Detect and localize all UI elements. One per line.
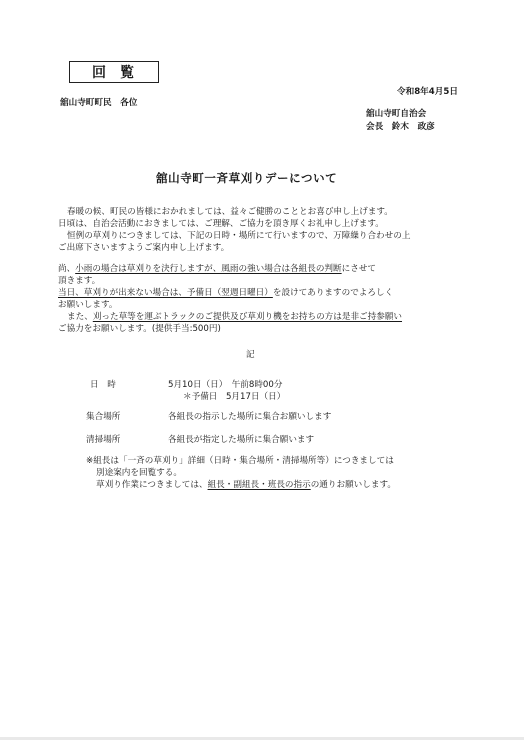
rain-note [58, 263, 376, 275]
document-title: 舘山寺町一斉草刈りデーについて [156, 171, 338, 185]
truck-note-underlined: 刈った草等を運ぶトラックのご提供及び草刈り機をお持ちの方は是非ご持参願い [92, 312, 403, 322]
postpone-note-line-2: お願いします。 [58, 300, 118, 310]
sender-name: 会長 鈴木 政彦 [366, 122, 435, 132]
meeting-place-label: 集合場所 [86, 412, 121, 422]
intro-line-4: ご出席下さいますようご案内申し上げます。 [58, 243, 230, 253]
remark-line-3-prefix: 草刈り作業につきましては、 [96, 480, 208, 490]
truck-note-line-2: ご協力をお願いします。(提供手当:500円) [58, 324, 221, 334]
postpone-note-underlined: 当日、草刈りが出来ない場合は、予備日（翌週日曜日） [58, 288, 273, 298]
postpone-note [58, 287, 393, 299]
rain-note-underlined: 小雨の場合は草刈りを決行しますが、風雨の強い場合は各組長の判断 [75, 264, 342, 274]
rain-note-suffix: にさせて [341, 264, 377, 274]
postpone-note-suffix: を設けてありますのでよろしく [272, 288, 394, 298]
rain-note-line-2: 頂きます。 [58, 276, 101, 286]
rain-note-prefix: 尚、 [58, 264, 76, 274]
cleaning-place-label: 清掃場所 [86, 435, 121, 445]
remark-line-3 [96, 479, 396, 491]
truck-note-prefix: また、 [67, 312, 93, 322]
remark-line-1: ※組長は「一斉の草刈り」詳細（日時・集合場所・清掃場所等）につきましては [86, 456, 394, 466]
truck-note [67, 311, 402, 323]
remark-line-3-underlined: 組長・副組長・班長の指示 [207, 480, 311, 490]
issue-date: 令和8年4月5日 [397, 87, 458, 97]
cleaning-place-value: 各組長が指定した場所に集合願います [168, 435, 315, 445]
datetime-value: 5月10日（日） 午前8時00分 [168, 380, 283, 390]
intro-line-1: 春暖の候、町民の皆様におかれましては、益々ご健勝のこととお喜び申し上げます。 [67, 207, 393, 217]
kairan-box: 回覧 [69, 61, 159, 83]
meeting-place-value: 各組長の指示した場所に集合お願いします [168, 412, 332, 422]
reserve-date-value: ＊予備日 5月17日（日） [183, 392, 286, 402]
sender-organization: 舘山寺町自治会 [366, 109, 427, 119]
remark-line-3-suffix: の通りお願いします。 [310, 480, 396, 490]
intro-line-3: 恒例の草刈りにつきましては、下記の日時・場所にて行いますので、万障繰り合わせの上 [67, 231, 411, 241]
ki-heading: 記 [246, 350, 255, 360]
datetime-label: 日 時 [90, 380, 116, 390]
addressee: 舘山寺町町民 各位 [60, 98, 138, 108]
intro-line-2: 日頃は、自治会活動におきましては、ご理解、ご協力を頂き厚くお礼申し上げます。 [58, 219, 384, 229]
remark-line-2: 別途案内を回覧する。 [96, 468, 182, 478]
